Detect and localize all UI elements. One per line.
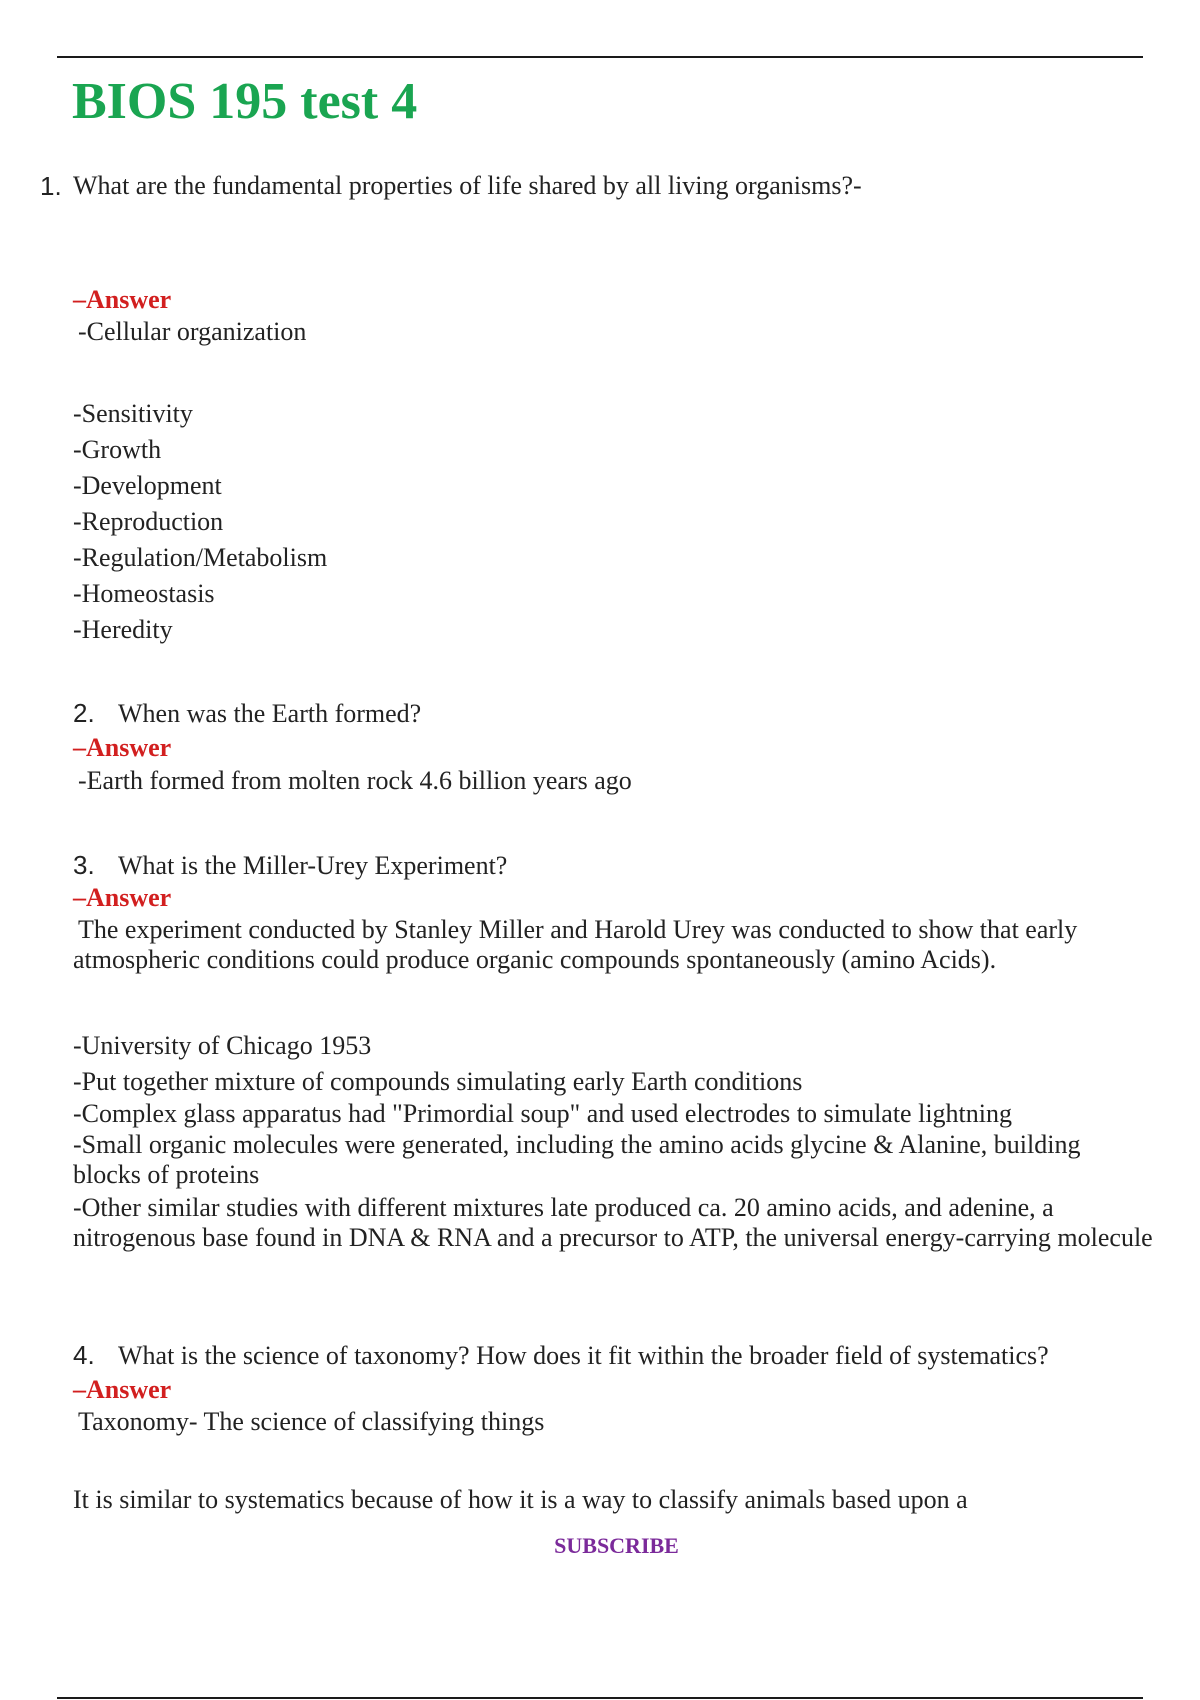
answer-3-item: -University of Chicago 1953 [73, 1031, 372, 1060]
answer-3-item: -Small organic molecules were generated, including the amino acids glycine & Alanine, building blocks of proteins [73, 1130, 1081, 1189]
answer-4-first-line: Taxonomy- The science of classifying things [78, 1407, 545, 1436]
answer-1-item: -Homeostasis [73, 579, 215, 608]
answer-1-item: -Growth [73, 435, 162, 464]
answer-1-label: –Answer [73, 285, 172, 314]
answer-1-item: -Reproduction [73, 507, 224, 536]
subscribe-link[interactable]: SUBSCRIBE [554, 1533, 679, 1558]
answer-2-first-line: -Earth formed from molten rock 4.6 billion years ago [78, 766, 632, 795]
answer-3-label: –Answer [73, 883, 172, 912]
question-2-number: 2. [73, 698, 95, 728]
question-1-text: What are the fundamental properties of life shared by all living organisms?- [73, 171, 862, 200]
answer-1-item: -Regulation/Metabolism [73, 543, 328, 572]
answer-4-label: –Answer [73, 1375, 172, 1404]
answer-1-item: -Development [73, 471, 222, 500]
question-1-number: 1. [40, 171, 62, 201]
top-rule [57, 56, 1143, 58]
answer-3-paragraph: The experiment conducted by Stanley Miller and Harold Urey was conducted to show that early atmospheric conditions could produce organic compounds spontaneously (amino Acids). [73, 915, 1078, 974]
answer-1-item: -Heredity [73, 615, 173, 644]
answer-1-first-line: -Cellular organization [78, 317, 307, 346]
question-3-text: What is the Miller-Urey Experiment? [118, 851, 508, 880]
answer-3-item: -Complex glass apparatus had "Primordial soup" and used electrodes to simulate lightning [73, 1099, 1012, 1128]
answer-4-continued-text: It is similar to systematics because of how it is a way to classify animals based upon a [73, 1485, 968, 1514]
question-4-text: What is the science of taxonomy? How does it fit within the broader field of systematics? [118, 1341, 1049, 1370]
question-4-number: 4. [73, 1340, 95, 1370]
answer-1-item: -Sensitivity [73, 399, 193, 428]
bottom-rule [57, 1697, 1143, 1699]
page-title: BIOS 195 test 4 [72, 73, 418, 130]
question-3-number: 3. [73, 850, 95, 880]
answer-2-label: –Answer [73, 733, 172, 762]
question-2-text: When was the Earth formed? [118, 699, 422, 728]
answer-3-item: -Put together mixture of compounds simulating early Earth conditions [73, 1067, 803, 1096]
answer-3-item: -Other similar studies with different mixtures late produced ca. 20 amino acids, and adenine, a nitrogenous base found in DNA & RNA and a precursor to ATP, the universal energy-carrying molecule [73, 1193, 1153, 1252]
